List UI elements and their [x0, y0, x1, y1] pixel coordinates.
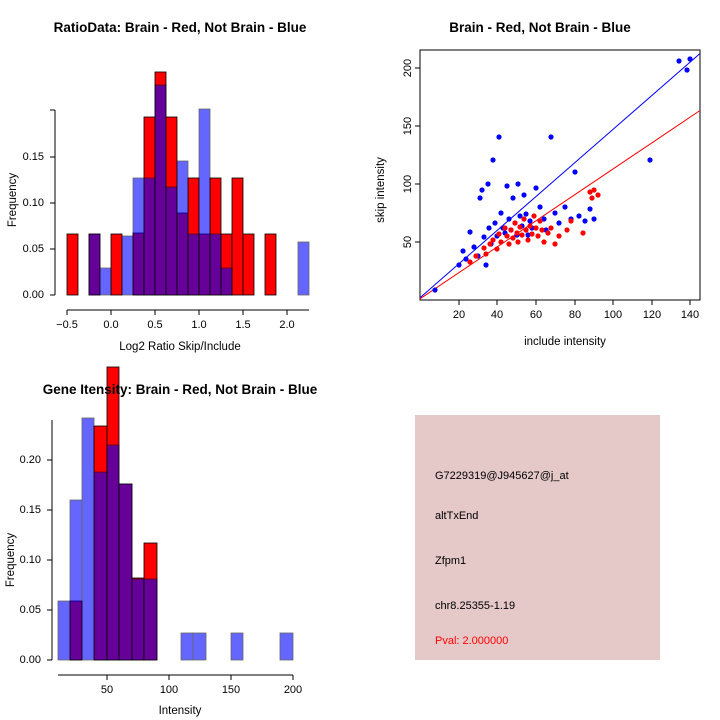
- svg-text:0.15: 0.15: [19, 503, 41, 516]
- svg-text:150: 150: [401, 116, 414, 136]
- svg-text:40: 40: [490, 309, 504, 321]
- svg-text:20: 20: [452, 309, 466, 321]
- svg-text:−0.5: −0.5: [56, 319, 78, 331]
- intensity-scatter-title: Brain - Red, Not Brain - Blue: [449, 20, 631, 35]
- svg-text:60: 60: [529, 309, 543, 321]
- svg-text:0.10: 0.10: [22, 196, 44, 209]
- svg-text:0.00: 0.00: [22, 288, 44, 301]
- svg-text:140: 140: [680, 309, 700, 321]
- svg-text:Log2 Ratio Skip/Include: Log2 Ratio Skip/Include: [119, 341, 241, 353]
- svg-text:200: 200: [283, 684, 303, 696]
- ratio-histogram-panel: [0, 0, 360, 360]
- svg-text:0.0: 0.0: [103, 319, 119, 331]
- svg-text:150: 150: [221, 684, 241, 696]
- svg-text:0.05: 0.05: [19, 603, 41, 616]
- svg-text:200: 200: [401, 58, 414, 78]
- intensity-scatter-x-axis: [453, 300, 699, 348]
- svg-text:2.0: 2.0: [279, 319, 295, 331]
- svg-text:1.0: 1.0: [191, 319, 207, 331]
- svg-text:120: 120: [642, 309, 662, 321]
- gene-symbol-label: Zfpm1: [435, 555, 467, 567]
- pval-label: Pval: 2.000000: [435, 635, 509, 647]
- svg-text:0.00: 0.00: [19, 653, 41, 666]
- svg-text:0.05: 0.05: [22, 242, 44, 255]
- svg-text:0.20: 0.20: [19, 453, 41, 466]
- scatter-fit-lines: [420, 54, 700, 299]
- gene-intensity-svg: [0, 360, 360, 720]
- svg-text:50: 50: [100, 684, 114, 696]
- svg-text:Intensity: Intensity: [158, 705, 202, 717]
- ratio-histogram-x-axis: [56, 310, 309, 353]
- svg-text:80: 80: [568, 309, 582, 321]
- gene-intensity-bars: [58, 367, 293, 660]
- intensity-scatter-svg: [360, 0, 720, 360]
- locus-label: chr8.25355-1.19: [435, 600, 516, 612]
- intensity-scatter-panel: [360, 0, 720, 360]
- svg-text:0.5: 0.5: [147, 319, 163, 331]
- svg-text:100: 100: [159, 684, 179, 696]
- svg-text:Frequency: Frequency: [7, 172, 19, 228]
- svg-text:0.10: 0.10: [19, 553, 41, 566]
- svg-text:1.5: 1.5: [235, 319, 251, 331]
- ratio-histogram-svg: [0, 0, 360, 360]
- svg-text:skip intensity: skip intensity: [375, 157, 387, 223]
- svg-text:0.15: 0.15: [22, 150, 44, 163]
- gene-intensity-y-axis: [5, 420, 52, 666]
- ratio-histogram-title: RatioData: Brain - Red, Not Brain - Blue: [53, 20, 307, 35]
- intensity-scatter-y-axis: [375, 59, 420, 248]
- gene-intensity-panel: [0, 360, 360, 720]
- event-type-label: altTxEnd: [435, 510, 479, 522]
- ratio-histogram-bars: [67, 72, 309, 295]
- svg-text:100: 100: [401, 174, 414, 194]
- svg-text:include intensity: include intensity: [524, 336, 606, 348]
- scatter-points-not-brain: [432, 56, 692, 292]
- probe-id-label: G7229319@J945627@j_at: [435, 470, 569, 482]
- svg-text:50: 50: [401, 235, 414, 249]
- gene-intensity-title: Gene Itensity: Brain - Red, Not Brain - Blue: [42, 382, 318, 397]
- svg-text:Frequency: Frequency: [5, 532, 17, 588]
- gene-info-box: [415, 415, 660, 660]
- svg-text:100: 100: [603, 309, 623, 321]
- ratio-histogram-y-axis: [7, 110, 55, 301]
- gene-intensity-x-axis: [58, 675, 302, 717]
